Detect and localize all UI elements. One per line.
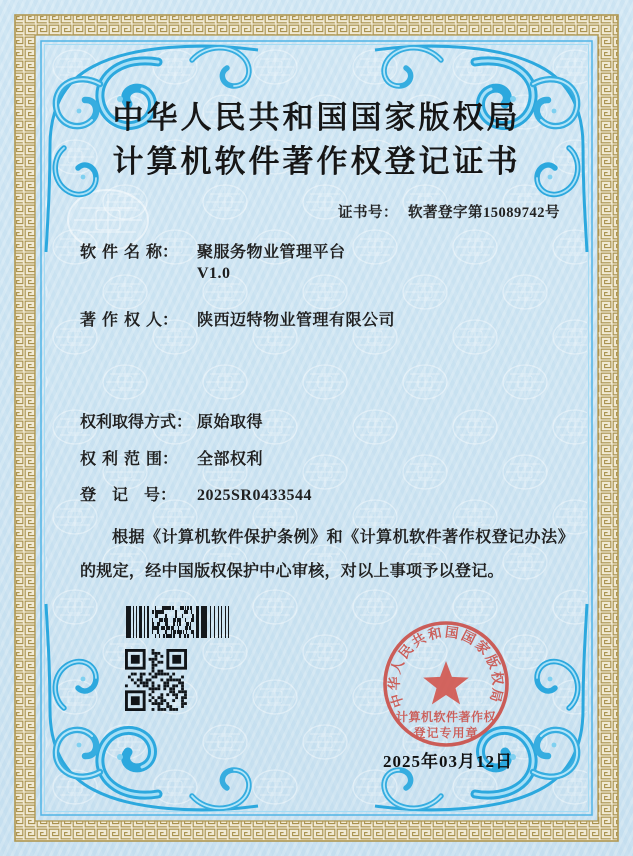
issue-date: 2025年03月12日 — [383, 752, 513, 771]
field-rights-scope — [80, 450, 263, 470]
seal-ring-text: 中华人民共和国国家版权局 — [386, 624, 506, 710]
field-rights-scope-value: 全部权利 — [197, 451, 264, 468]
field-software-name — [80, 243, 346, 263]
seal-text-line1: 计算机软件著作权 — [395, 710, 497, 724]
field-software-name-label: 软 件 名 称： — [80, 244, 179, 261]
certificate-number-label: 证书号： — [338, 205, 398, 221]
field-software-version: V1.0 — [197, 265, 231, 282]
seal-text-line2: 登记专用章 — [413, 726, 479, 740]
field-acquisition-method — [80, 413, 263, 433]
qr-code-icon — [125, 649, 187, 711]
field-acquisition-method-label: 权利取得方式： — [80, 414, 193, 431]
certificate-number — [0, 201, 560, 222]
registration-statement: 根据《计算机软件保护条例》和《计算机软件著作权登记办法》的规定，经中国版权保护中心审核，对以上事项予以登记。 — [80, 529, 566, 580]
field-copyright-owner-label: 著 作 权 人： — [80, 312, 179, 329]
field-acquisition-method-value: 原始取得 — [197, 414, 264, 431]
seal-star-icon — [423, 661, 469, 704]
pdf417-barcode-icon — [126, 606, 231, 638]
field-rights-scope-label: 权 利 范 围： — [80, 451, 179, 468]
issuer-title: 中华人民共和国国家版权局 — [112, 100, 521, 135]
certificate-number-value: 软著登字第15089742号 — [408, 205, 560, 221]
field-copyright-owner — [80, 311, 395, 331]
official-seal — [377, 614, 515, 752]
field-registration-number-value: 2025SR0433544 — [197, 487, 312, 504]
field-registration-number-label: 登 记 号： — [80, 487, 177, 504]
field-copyright-owner-value: 陕西迈特物业管理有限公司 — [197, 312, 396, 329]
field-software-name-value: 聚服务物业管理平台 — [197, 244, 346, 261]
certificate-title: 计算机软件著作权登记证书 — [112, 144, 521, 179]
field-registration-number — [80, 486, 312, 506]
